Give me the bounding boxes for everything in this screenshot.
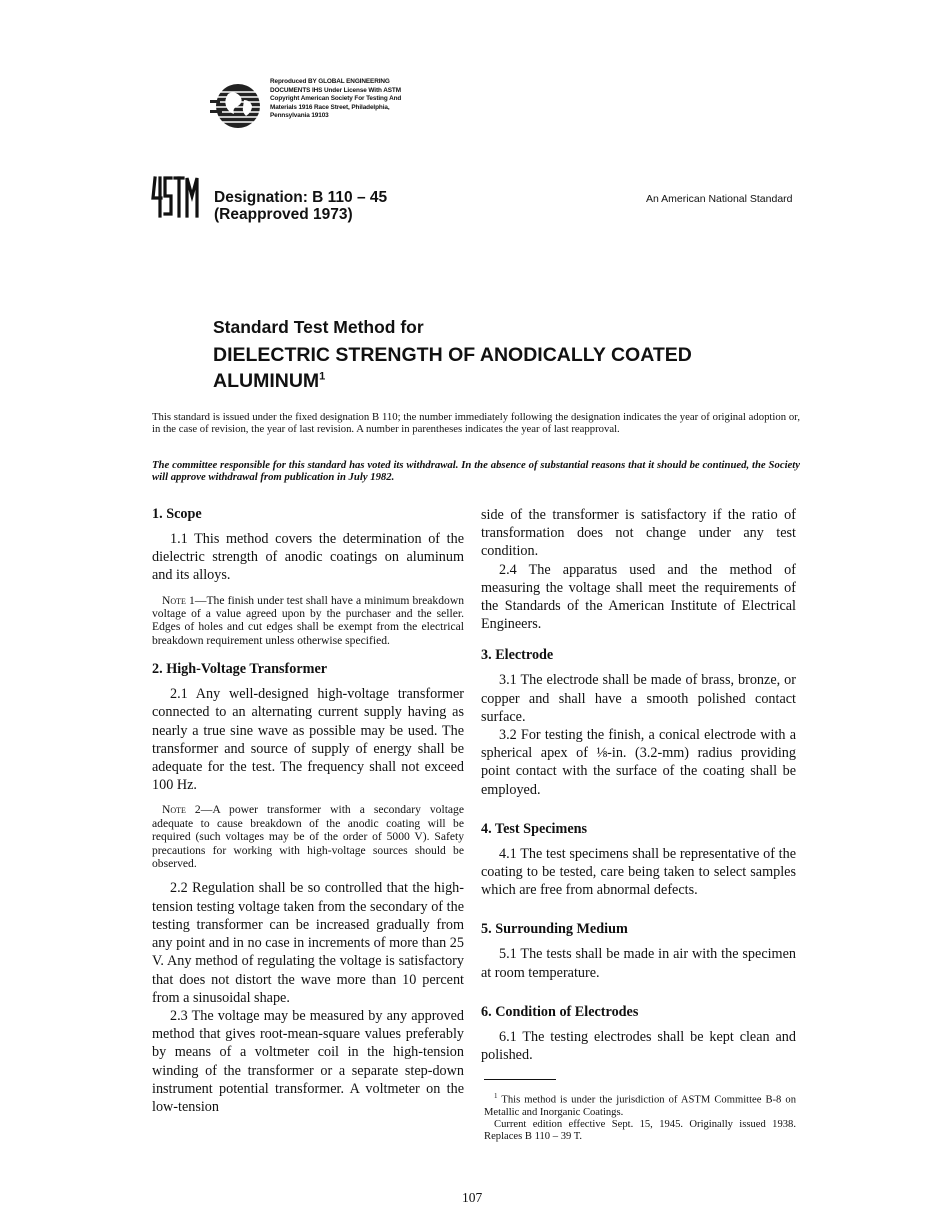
paragraph-4-1: 4.1 The test specimens shall be representative of the coating to be tested, care being taken to select samples which are free from abnormal defects. xyxy=(481,845,796,899)
page-number: 107 xyxy=(462,1190,483,1205)
note-text: —The finish under test shall have a minimum breakdown voltage of a value agreed upon by the purchaser and the seller. Edges of holes and cut edges shall be exempt from the electrical breakdown requirement unless otherwise specified. xyxy=(152,593,464,647)
astm-logo xyxy=(150,174,202,218)
designation: Designation: B 110 – 45 xyxy=(214,189,388,206)
note-2 xyxy=(152,803,464,870)
title-footnote-ref: 1 xyxy=(319,370,326,383)
note-label: Note 2 xyxy=(162,803,201,817)
page-title xyxy=(213,342,773,394)
stamp-line: DOCUMENTS IHS Under License With ASTM xyxy=(270,86,401,94)
title-kicker: Standard Test Method for xyxy=(213,317,424,337)
stamp-text xyxy=(270,78,470,121)
paragraph-1-1: 1.1 This method covers the determination of the dielectric strength of anodic coatings on aluminum and its alloys. xyxy=(152,531,464,584)
paragraph-5-1: 5.1 The tests shall be made in air with the specimen at room temperature. xyxy=(481,946,796,981)
paragraph-2-3: 2.3 The voltage may be measured by any approved method that gives root-mean-square values preferably by means of a voltmeter coil in the high-tension winding of the transformer or a separate step-down instrument potential transformer. A voltmeter on the low-tension xyxy=(152,1007,464,1115)
stamp-line: Pennsylvania 19103 xyxy=(270,112,329,120)
left-column xyxy=(152,506,464,1116)
stamp-line: Materials 1916 Race Street, Philadelphia, xyxy=(270,103,390,111)
right-column xyxy=(481,506,796,1064)
national-standard-label: An American National Standard xyxy=(646,193,793,205)
stamp-line: Reproduced BY GLOBAL ENGINEERING xyxy=(270,78,390,85)
section-heading: 1. Scope xyxy=(152,506,202,522)
note-label: Note 1 xyxy=(162,593,195,607)
footnote-line-1: This method is under the jurisdiction of ASTM Committee B-8 on Metallic and Inorganic Coatings. xyxy=(484,1094,796,1118)
paragraph-6-1: 6.1 The testing electrodes shall be kept clean and polished. xyxy=(481,1028,796,1064)
footnote-ref: 1 xyxy=(494,1092,498,1100)
paragraph-3-1: 3.1 The electrode shall be made of brass, bronze, or copper and shall have a smooth polished contact surface. xyxy=(481,672,796,725)
issued-notice: This standard is issued under the fixed designation B 110; the number immediately following the designation indicates the year of original adoption or, in the case of revision, the year of last revision. A number in parentheses indicates the year of last reapproval. xyxy=(152,411,800,436)
stamp-line: Copyright American Society For Testing And xyxy=(270,95,402,103)
paragraph-2-1: 2.1 Any well-designed high-voltage transformer connected to an alternating current supply having as nearly a true sine wave as possible may be used. The transformer and source of supply of energy shall be adequate for the test. The frequency shall not exceed 100 Hz. xyxy=(152,686,464,794)
section-heading: 6. Condition of Electrodes xyxy=(481,1003,639,1020)
footnote xyxy=(484,1090,796,1144)
footnote-line-2: Current edition effective Sept. 15, 1945. Originally issued 1938. Replaces B 110 – 39 T. xyxy=(484,1119,796,1143)
paragraph-2-2: 2.2 Regulation shall be so controlled that the high-tension testing voltage taken from the secondary of the testing transformer can be increased gradually from any point and in no case in increments of more than 25 V. Any method of regulating the voltage is satisfactory that does not distort the wave more than 10 percent from a sinusoidal shape. xyxy=(152,880,464,1006)
paragraph-2-3-continued: side of the transformer is satisfactory if the ratio of transformation does not change under any test condition. xyxy=(481,507,796,560)
globe-icon xyxy=(210,80,266,132)
note-text: —A power transformer with a secondary voltage adequate to cause breakdown of the anodic coating will be required (such voltages may be of the order of 5000 V). Safety precautions for working with high-voltage sources should be observed. xyxy=(152,803,464,871)
reapproved: (Reapproved 1973) xyxy=(214,206,353,223)
paragraph-3-2: 3.2 For testing the finish, a conical electrode with a spherical apex of ⅛-in. (3.2-mm) radius providing point contact with the surface of the coating shall be employed. xyxy=(481,727,796,798)
reproduction-stamp xyxy=(210,78,440,134)
footnote-divider xyxy=(484,1079,556,1080)
withdrawal-notice: The committee responsible for this standard has voted its withdrawal. In the absence of substantial reasons that it should be continued, the Society will approve withdrawal from publication in July 1982. xyxy=(152,459,800,484)
designation-block xyxy=(214,189,387,223)
section-heading: 4. Test Specimens xyxy=(481,820,588,837)
paragraph-2-4: 2.4 The apparatus used and the method of measuring the voltage shall meet the requirements of the Standards of the American Institute of Electrical Engineers. xyxy=(481,561,796,633)
section-heading: 2. High-Voltage Transformer xyxy=(152,661,328,678)
section-heading: 5. Surrounding Medium xyxy=(481,921,628,938)
section-heading: 3. Electrode xyxy=(481,647,554,664)
note-1 xyxy=(152,594,464,648)
title-text: DIELECTRIC STRENGTH OF ANODICALLY COATED ALUMINUM xyxy=(213,344,692,392)
